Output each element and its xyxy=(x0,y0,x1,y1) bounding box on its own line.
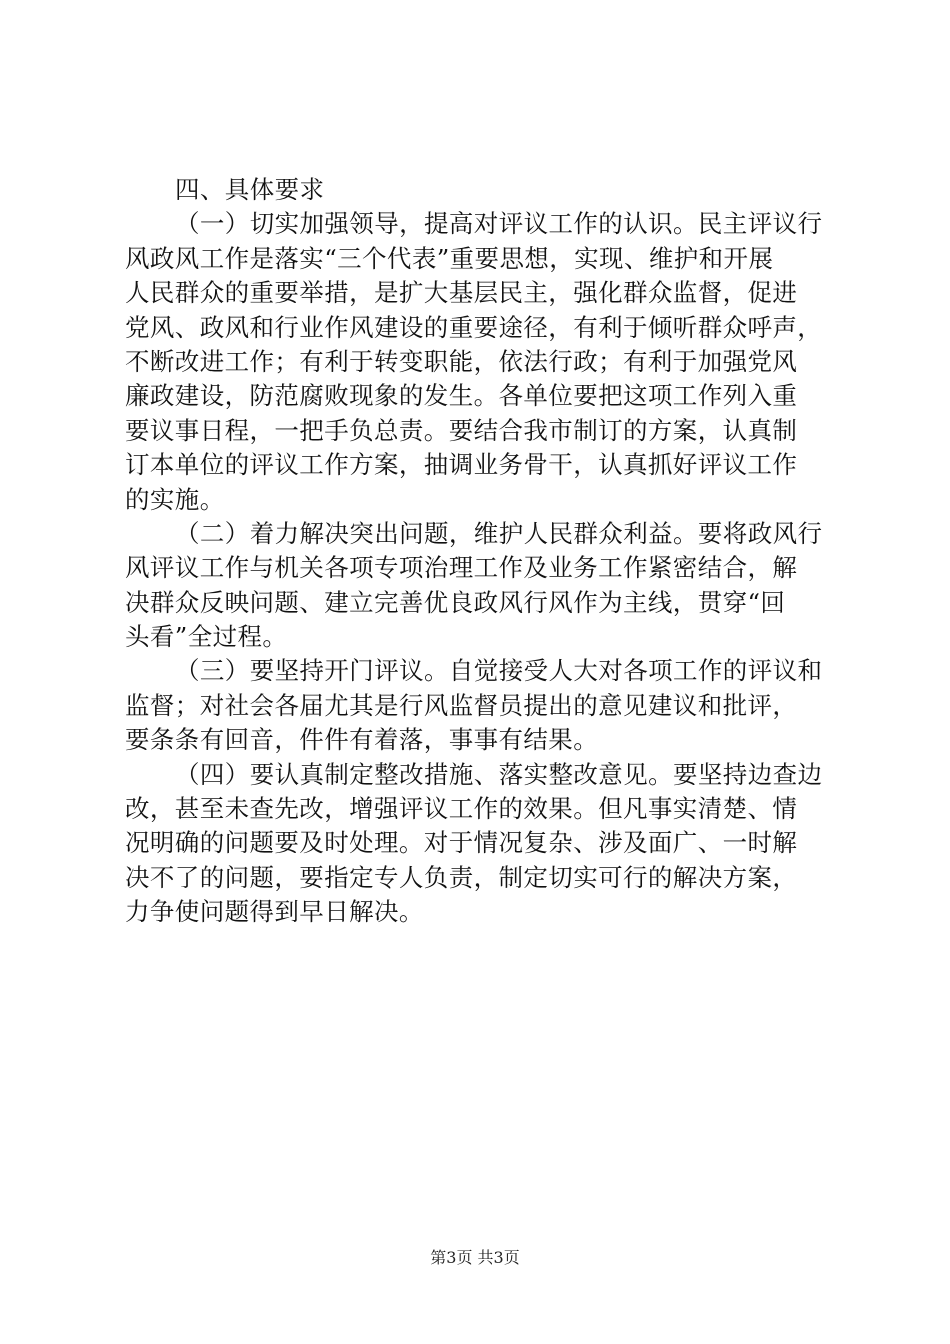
paragraph-line: 党风、政风和行业作风建设的重要途径，有利于倾听群众呼声， xyxy=(125,312,823,342)
paragraph-line: 要条条有回音，件件有着落，事事有结果。 xyxy=(125,725,599,755)
paragraph-line: 况明确的问题要及时处理。对于情况复杂、涉及面广、一时解 xyxy=(125,828,798,858)
document-body xyxy=(125,173,825,930)
paragraph-line: 人民群众的重要举措，是扩大基层民主，强化群众监督，促进 xyxy=(125,278,798,308)
paragraph-line: 廉政建设，防范腐败现象的发生。各单位要把这项工作列入重 xyxy=(125,381,798,411)
paragraph-line: 改，甚至未查先改，增强评议工作的效果。但凡事实清楚、情 xyxy=(125,794,798,824)
paragraph-line: 风政风工作是落实“三个代表”重要思想，实现、维护和开展 xyxy=(125,243,774,273)
section-heading: 四、具体要求 xyxy=(175,175,325,204)
paragraph-line: 决不了的问题，要指定专人负责，制定切实可行的解决方案， xyxy=(125,862,798,892)
paragraph-line: （一）切实加强领导，提高对评议工作的认识。民主评议行 xyxy=(175,209,823,239)
paragraph-3 xyxy=(125,654,825,757)
paragraph-1 xyxy=(125,207,825,517)
paragraph-line: 不断改进工作；有利于转变职能，依法行政；有利于加强党风 xyxy=(125,346,798,376)
paragraph-line: 决群众反映问题、建立完善优良政风行风作为主线，贯穿“回 xyxy=(125,587,786,617)
paragraph-2 xyxy=(125,517,825,655)
paragraph-line: 力争使问题得到早日解决。 xyxy=(125,897,424,927)
paragraph-line: 监督；对社会各届尤其是行风监督员提出的意见建议和批评， xyxy=(125,690,798,720)
paragraph-line: （二）着力解决突出问题，维护人民群众利益。要将政风行 xyxy=(175,518,823,548)
paragraph-line: 的实施。 xyxy=(125,484,225,514)
paragraph-line: 订本单位的评议工作方案，抽调业务骨干，认真抓好评议工作 xyxy=(125,450,798,480)
paragraph-line: 头看”全过程。 xyxy=(125,622,288,652)
page-footer: 第3页 共3页 xyxy=(430,1248,520,1267)
paragraph-line: （三）要坚持开门评议。自觉接受人大对各项工作的评议和 xyxy=(175,656,823,686)
paragraph-line: 要议事日程，一把手负总责。要结合我市制订的方案，认真制 xyxy=(125,415,798,445)
paragraph-4 xyxy=(125,758,825,930)
paragraph-line: 风评议工作与机关各项专项治理工作及业务工作紧密结合，解 xyxy=(125,553,798,583)
paragraph-line: （四）要认真制定整改措施、落实整改意见。要坚持边查边 xyxy=(175,759,823,789)
